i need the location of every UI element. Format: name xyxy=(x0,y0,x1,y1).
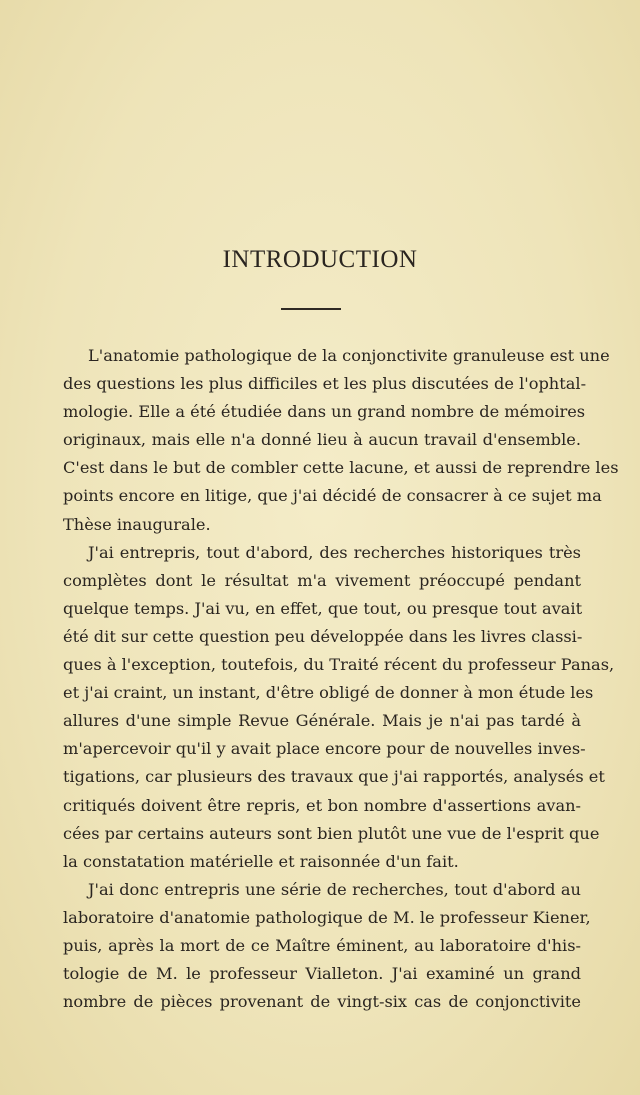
text-line: tologie de M. le professeur Vialleton. J'ai examiné un grand xyxy=(63,964,581,984)
text-line: L'anatomie pathologique de la conjonctivite granuleuse est une xyxy=(88,346,610,365)
text-line: la constatation matérielle et raisonnée d'un fait. xyxy=(63,851,459,871)
text-line: complètes dont le résultat m'a vivement préoccupé pendant xyxy=(63,570,581,590)
text-line: m'apercevoir qu'il y avait place encore pour de nouvelles inves- xyxy=(63,739,586,759)
text-line: allures d'une simple Revue Générale. Mais je n'ai pas tardé à xyxy=(63,711,581,731)
text-line: laboratoire d'anatomie pathologique de M. le professeur Kiener, xyxy=(63,907,591,927)
heading-divider xyxy=(281,308,341,310)
text-line: nombre de pièces provenant de vingt-six cas de conjonctivite xyxy=(63,992,581,1012)
text-line: J'ai donc entrepris une série de recherches, tout d'abord au xyxy=(88,879,581,899)
text-line: C'est dans le but de combler cette lacune, et aussi de reprendre les xyxy=(63,458,619,478)
text-line: points encore en litige, que j'ai décidé de consacrer à ce sujet ma xyxy=(63,486,602,506)
text-line: ques à l'exception, toutefois, du Traité récent du professeur Panas, xyxy=(63,655,615,675)
text-line: mologie. Elle a été étudiée dans un grand nombre de mémoires xyxy=(63,402,586,422)
text-line: critiqués doivent être repris, et bon nombre d'assertions avan- xyxy=(63,795,581,815)
text-line: cées par certains auteurs sont bien plutôt une vue de l'esprit que xyxy=(63,823,600,843)
text-line: J'ai entrepris, tout d'abord, des recherches historiques très xyxy=(88,542,581,562)
text-line: été dit sur cette question peu développée dans les livres classi- xyxy=(63,626,583,646)
text-line: quelque temps. J'ai vu, en effet, que tout, ou presque tout avait xyxy=(63,598,583,618)
text-line: tigations, car plusieurs des travaux que j'ai rapportés, analysés et xyxy=(63,767,605,787)
body-text xyxy=(63,342,619,1016)
text-line: puis, après la mort de ce Maître éminent, au laboratoire d'his- xyxy=(63,935,581,955)
text-line: originaux, mais elle n'a donné lieu à aucun travail d'ensemble. xyxy=(63,430,581,450)
chapter-heading: INTRODUCTION xyxy=(222,246,418,273)
text-line: des questions les plus difficiles et les plus discutées de l'ophtal- xyxy=(63,374,587,394)
text-line: Thèse inaugurale. xyxy=(63,514,211,534)
text-line: et j'ai craint, un instant, d'être obligé de donner à mon étude les xyxy=(63,683,594,703)
